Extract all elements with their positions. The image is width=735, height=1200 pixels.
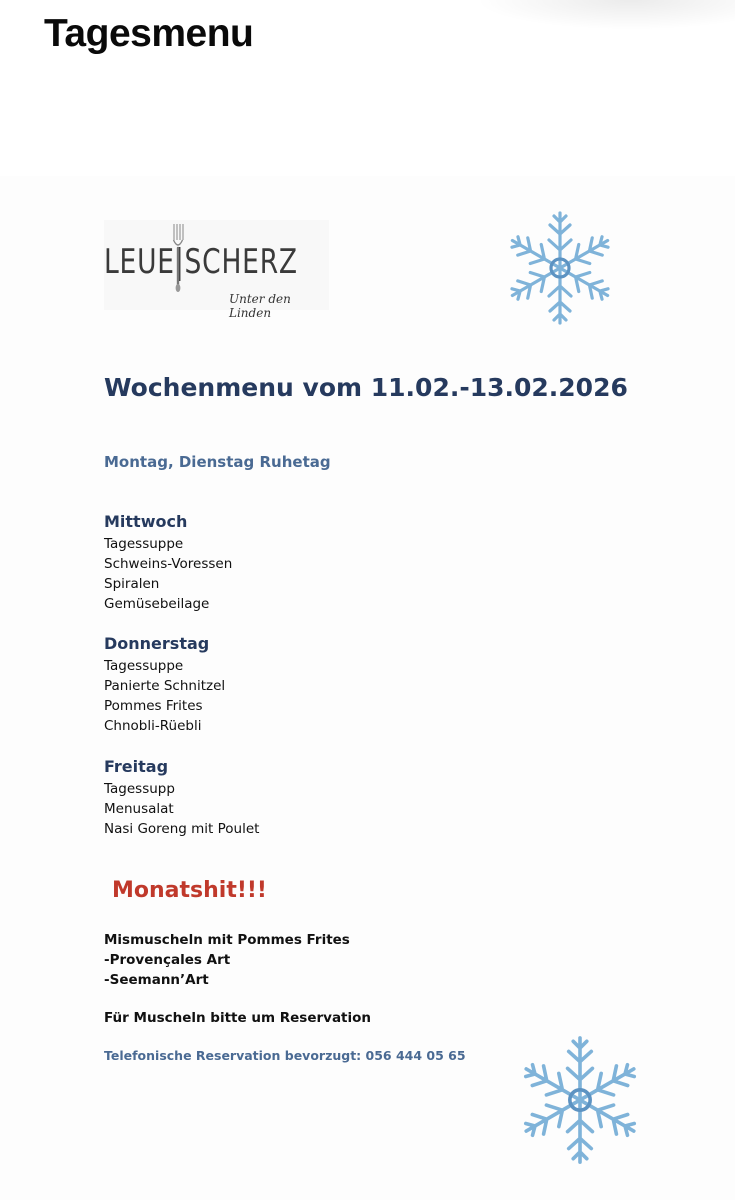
week-menu-title: Wochenmenu vom 11.02.-13.02.2026 <box>104 373 628 402</box>
menu-item: Pommes Frites <box>104 698 203 714</box>
menu-item: Tagessuppe <box>104 658 184 674</box>
top-shadow <box>475 0 735 30</box>
logo-text: LEUE|SCHERZ <box>104 242 298 282</box>
snowflake-icon <box>500 1030 660 1170</box>
menu-item: Tagessupp <box>104 781 175 797</box>
day-heading: Donnerstag <box>104 634 210 653</box>
day-wednesday <box>104 512 232 614</box>
special-line: -Seemann’Art <box>104 972 209 988</box>
day-thursday <box>104 634 225 736</box>
day-heading: Mittwoch <box>104 512 188 531</box>
menu-item: Panierte Schnitzel <box>104 678 226 694</box>
menu-item: Chnobli-Rüebli <box>104 718 202 734</box>
special-dish <box>104 930 350 990</box>
special-line: Mismuscheln mit Pommes Frites <box>104 932 350 948</box>
special-line: -Provençales Art <box>104 952 231 968</box>
menu-item: Schweins-Voressen <box>104 556 233 572</box>
rest-days-note: Montag, Dienstag Ruhetag <box>104 453 331 471</box>
page-title: Tagesmenu <box>44 12 254 55</box>
menu-item: Nasi Goreng mit Poulet <box>104 821 260 837</box>
menu-item: Menusalat <box>104 801 174 817</box>
menu-item: Tagessuppe <box>104 536 184 552</box>
menu-item: Spiralen <box>104 576 160 592</box>
phone-reservation-note: Telefonische Reservation bevorzugt: 056 444 05 65 <box>104 1048 466 1063</box>
special-title: Monatshit!!! <box>112 878 267 903</box>
reservation-note: Für Muscheln bitte um Reservation <box>104 1010 372 1026</box>
snowflake-icon <box>490 206 630 330</box>
restaurant-logo <box>104 220 329 320</box>
menu-item: Gemüsebeilage <box>104 596 210 612</box>
day-heading: Freitag <box>104 757 169 776</box>
day-friday <box>104 757 259 839</box>
logo-subtitle: Unter den Linden <box>229 292 291 320</box>
fork-icon <box>172 222 184 298</box>
